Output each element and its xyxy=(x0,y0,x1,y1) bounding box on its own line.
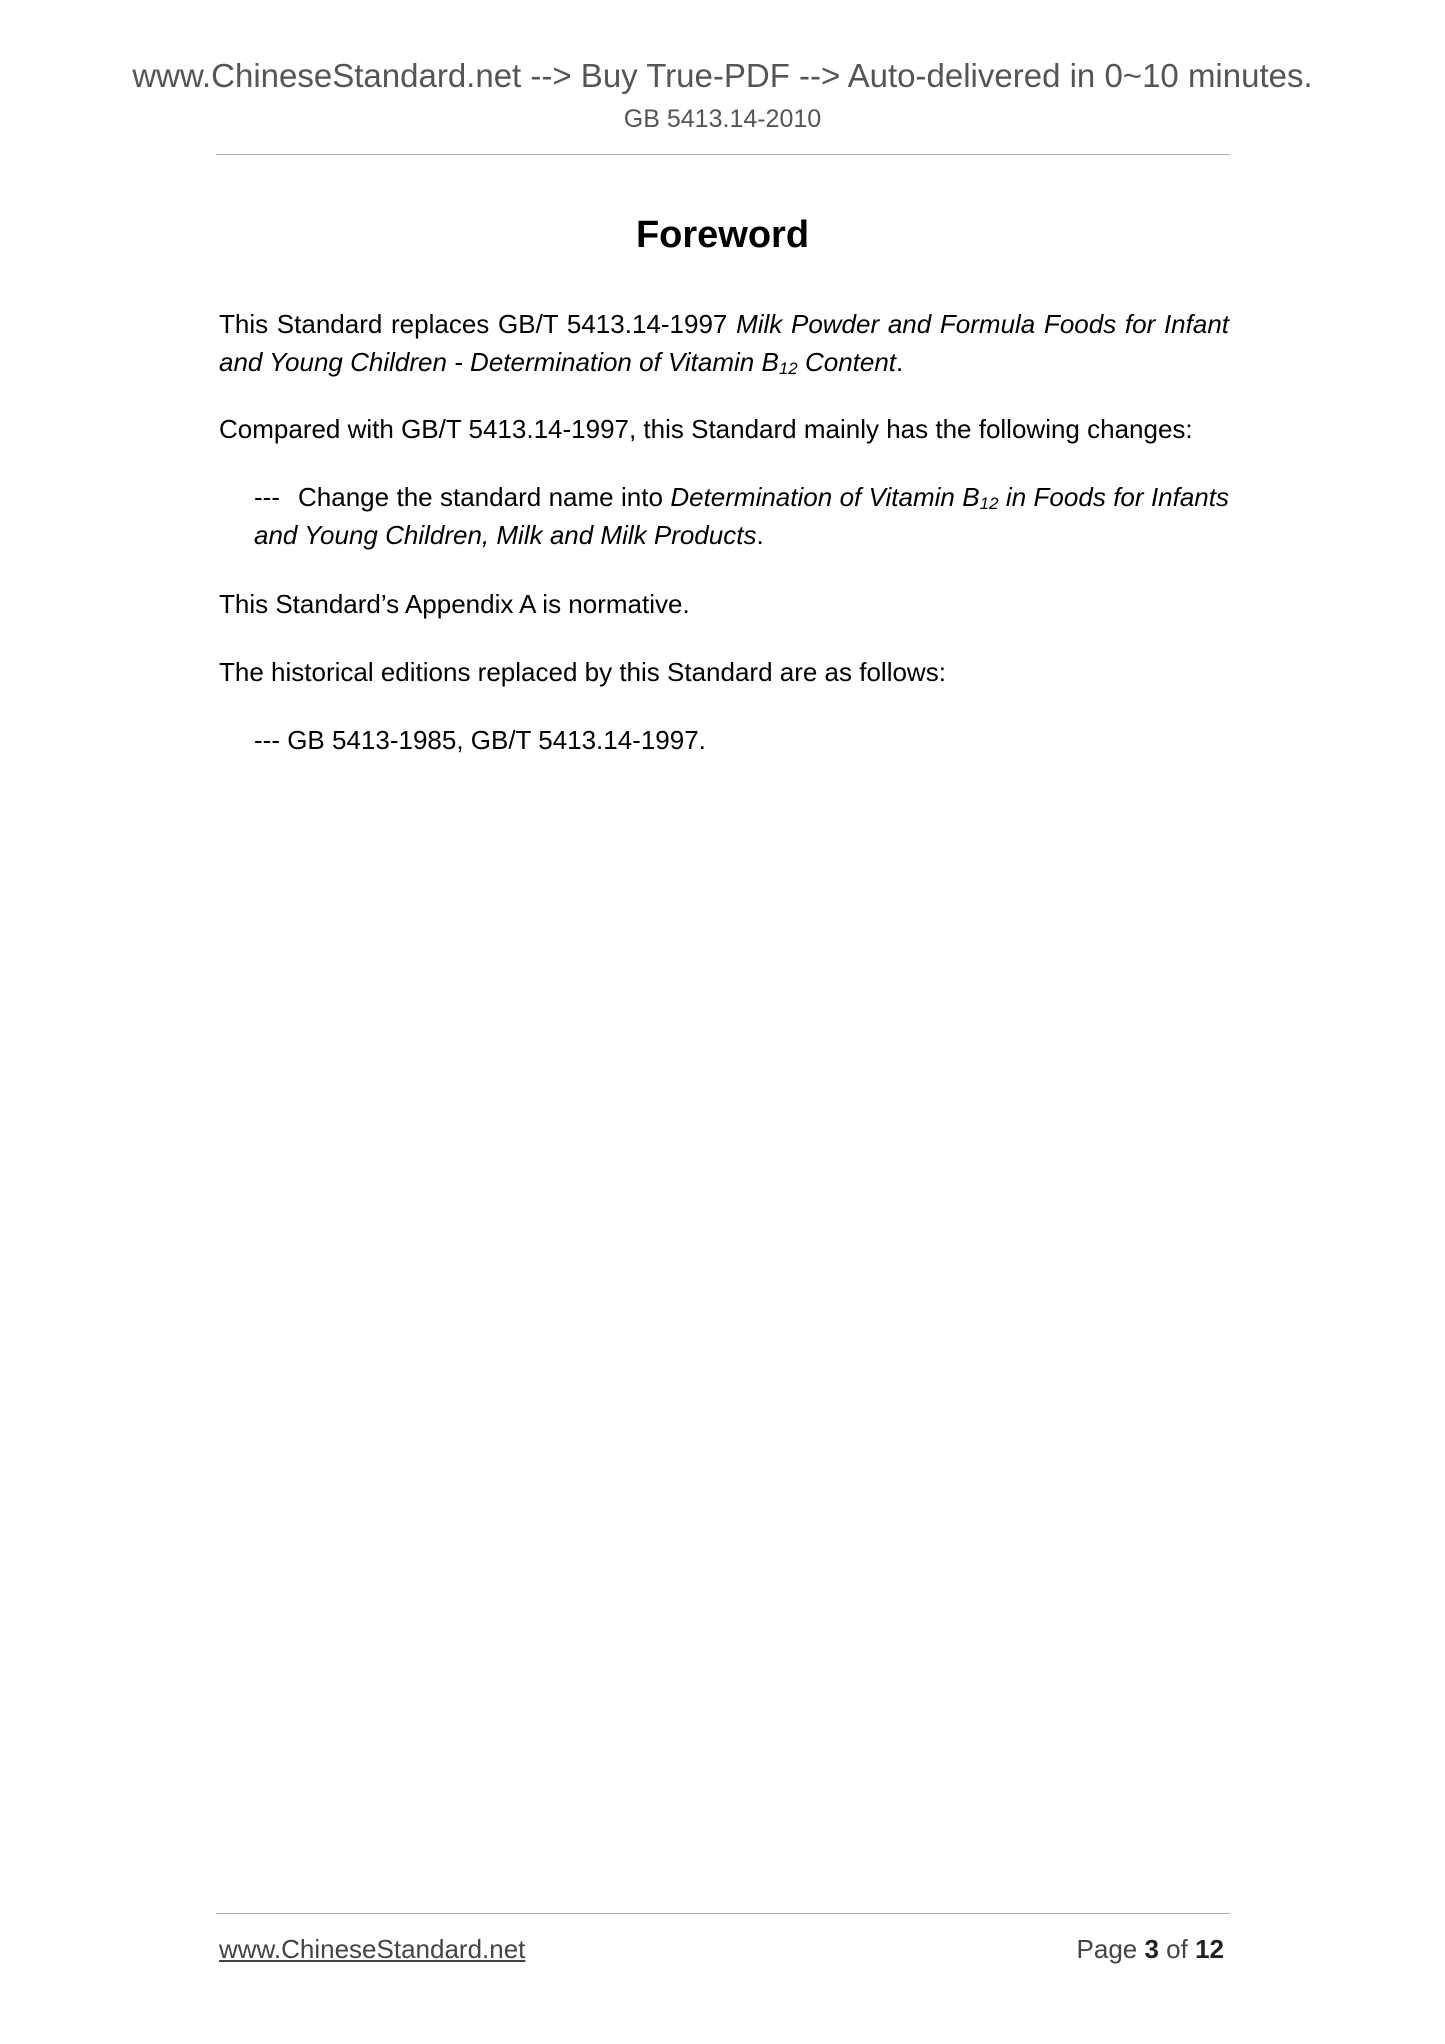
header-divider xyxy=(216,154,1230,155)
list-item-change xyxy=(254,478,1229,554)
p3-subscript: 12 xyxy=(979,494,999,513)
p3-italic-b: in Foods for Infants and Young Children, Milk and Milk Products xyxy=(254,482,1229,550)
paragraph-replaces xyxy=(219,305,1229,381)
p3-italic-a: Determination of Vitamin B xyxy=(670,482,980,512)
p3-dash: --- xyxy=(254,482,280,512)
page-mid: of xyxy=(1158,1934,1196,1964)
paragraph-changes-intro: Compared with GB/T 5413.14-1997, this Standard mainly has the following changes: xyxy=(219,414,1193,444)
list-item-editions: --- GB 5413-1985, GB/T 5413.14-1997. xyxy=(254,725,706,755)
p1-subscript: 12 xyxy=(778,359,798,378)
document-code: GB 5413.14-2010 xyxy=(623,105,822,133)
p1-suffix: . xyxy=(896,347,904,377)
p1-italic-b: Content xyxy=(797,347,897,377)
page-prefix: Page xyxy=(1076,1934,1145,1964)
p1-italic-a: Milk Powder and Formula Foods for Infant and Young Children - Determination of Vitamin B xyxy=(219,309,1229,377)
paragraph-appendix: This Standard’s Appendix A is normative. xyxy=(219,589,690,619)
p1-prefix: This Standard replaces GB/T 5413.14-1997 xyxy=(219,309,737,339)
paragraph-historical: The historical editions replaced by this Standard are as follows: xyxy=(219,657,946,687)
footer-divider xyxy=(216,1913,1230,1914)
footer-site-link[interactable]: www.ChineseStandard.net xyxy=(219,1934,526,1964)
page-number xyxy=(1077,1932,1224,1966)
p3-suffix: . xyxy=(756,520,764,550)
page-total: 12 xyxy=(1195,1934,1224,1964)
page-current: 3 xyxy=(1144,1934,1159,1964)
page-title: Foreword xyxy=(635,214,810,256)
site-banner: www.ChineseStandard.net --> Buy True-PDF --> Auto-delivered in 0~10 minutes. xyxy=(132,57,1313,94)
p3-prefix: Change the standard name into xyxy=(298,482,671,512)
